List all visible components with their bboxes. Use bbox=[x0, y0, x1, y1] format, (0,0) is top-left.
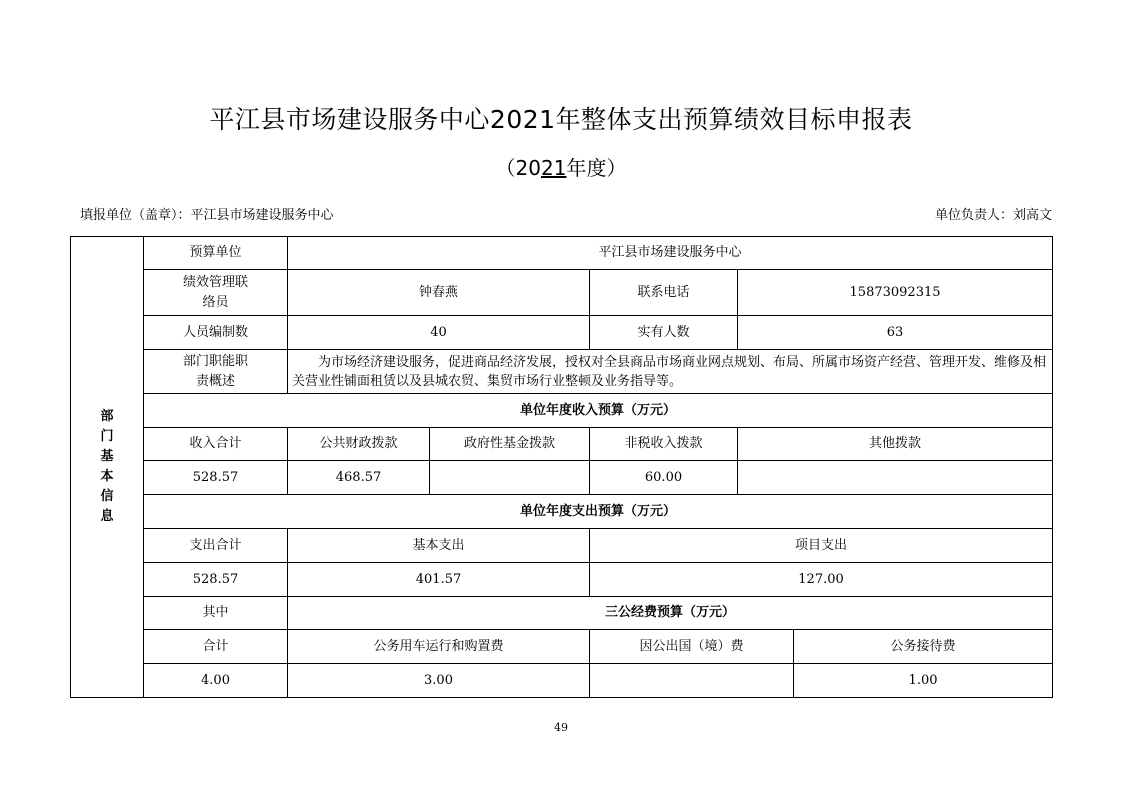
duty-label-text: 部门职能职责概述 bbox=[182, 353, 248, 389]
section-label-cell bbox=[71, 237, 144, 698]
duty-description: 为市场经济建设服务，促进商品经济发展，授权对全县商品市场商业网点规划、布局、所属市场资产经营、管理开发、维修及相关营业性铺面租赁以及县城农贸、集贸市场行业整顿及业务指导等。 bbox=[288, 350, 1053, 394]
three-public-header-vehicle: 公务用车运行和购置费 bbox=[288, 630, 590, 664]
expense-heading: 单位年度支出预算（万元） bbox=[144, 495, 1053, 529]
three-public-header-total: 合计 bbox=[144, 630, 288, 664]
row-expense-headers bbox=[71, 529, 1053, 563]
three-public-header-abroad: 因公出国（境）费 bbox=[590, 630, 794, 664]
income-value-total: 528.57 bbox=[144, 461, 288, 495]
three-public-heading: 三公经费预算（万元） bbox=[288, 597, 1053, 630]
contact-value: 钟春燕 bbox=[288, 270, 590, 316]
contact-label bbox=[144, 270, 288, 316]
subtitle-year: 21 bbox=[541, 156, 567, 180]
staff-actual-value: 63 bbox=[738, 316, 1053, 350]
income-value-other bbox=[738, 461, 1053, 495]
three-public-header-reception: 公务接待费 bbox=[794, 630, 1053, 664]
income-value-non-tax: 60.00 bbox=[590, 461, 738, 495]
income-header-gov-fund: 政府性基金拨款 bbox=[430, 428, 590, 461]
staff-actual-label: 实有人数 bbox=[590, 316, 738, 350]
row-contact bbox=[71, 270, 1053, 316]
row-three-public-heading bbox=[71, 597, 1053, 630]
three-public-value-total: 4.00 bbox=[144, 664, 288, 698]
expense-header-basic: 基本支出 bbox=[288, 529, 590, 563]
contact-label-text: 绩效管理联络员 bbox=[182, 274, 248, 310]
expense-value-total: 528.57 bbox=[144, 563, 288, 597]
budget-unit-label: 预算单位 bbox=[144, 237, 288, 270]
income-header-non-tax: 非税收入拨款 bbox=[590, 428, 738, 461]
document-title: 平江县市场建设服务中心2021年整体支出预算绩效目标申报表 bbox=[209, 105, 913, 134]
income-header-public-finance: 公共财政拨款 bbox=[288, 428, 430, 461]
row-expense-heading bbox=[71, 495, 1053, 529]
page-number: 49 bbox=[554, 721, 568, 734]
document-subtitle bbox=[0, 152, 1122, 181]
expense-value-basic: 401.57 bbox=[288, 563, 590, 597]
row-expense-values bbox=[71, 563, 1053, 597]
responsible-person-label: 单位负责人：刘高文 bbox=[934, 208, 1052, 223]
income-value-gov-fund bbox=[430, 461, 590, 495]
phone-label: 联系电话 bbox=[590, 270, 738, 316]
income-heading: 单位年度收入预算（万元） bbox=[144, 394, 1053, 428]
budget-form-table bbox=[70, 236, 1053, 698]
row-income-values bbox=[71, 461, 1053, 495]
row-duty bbox=[71, 350, 1053, 394]
row-income-headers bbox=[71, 428, 1053, 461]
subtitle-close: 年度） bbox=[566, 156, 627, 180]
row-staff bbox=[71, 316, 1053, 350]
income-value-public-finance: 468.57 bbox=[288, 461, 430, 495]
budget-unit-value: 平江县市场建设服务中心 bbox=[288, 237, 1053, 270]
fill-unit-label: 填报单位（盖章）：平江县市场建设服务中心 bbox=[80, 208, 334, 223]
three-public-value-reception: 1.00 bbox=[794, 664, 1053, 698]
three-public-value-vehicle: 3.00 bbox=[288, 664, 590, 698]
row-three-public-headers bbox=[71, 630, 1053, 664]
phone-value: 15873092315 bbox=[738, 270, 1053, 316]
income-header-total: 收入合计 bbox=[144, 428, 288, 461]
duty-label bbox=[144, 350, 288, 394]
expense-value-project: 127.00 bbox=[590, 563, 1053, 597]
expense-header-project: 项目支出 bbox=[590, 529, 1053, 563]
subtitle-open: （20 bbox=[495, 156, 541, 180]
of-which-label: 其中 bbox=[144, 597, 288, 630]
staff-quota-value: 40 bbox=[288, 316, 590, 350]
row-three-public-values bbox=[71, 664, 1053, 698]
three-public-value-abroad bbox=[590, 664, 794, 698]
row-income-heading bbox=[71, 394, 1053, 428]
row-budget-unit bbox=[71, 237, 1053, 270]
staff-quota-label: 人员编制数 bbox=[144, 316, 288, 350]
section-label: 部门基本信息 bbox=[100, 409, 114, 524]
income-header-other: 其他拨款 bbox=[738, 428, 1053, 461]
expense-header-total: 支出合计 bbox=[144, 529, 288, 563]
